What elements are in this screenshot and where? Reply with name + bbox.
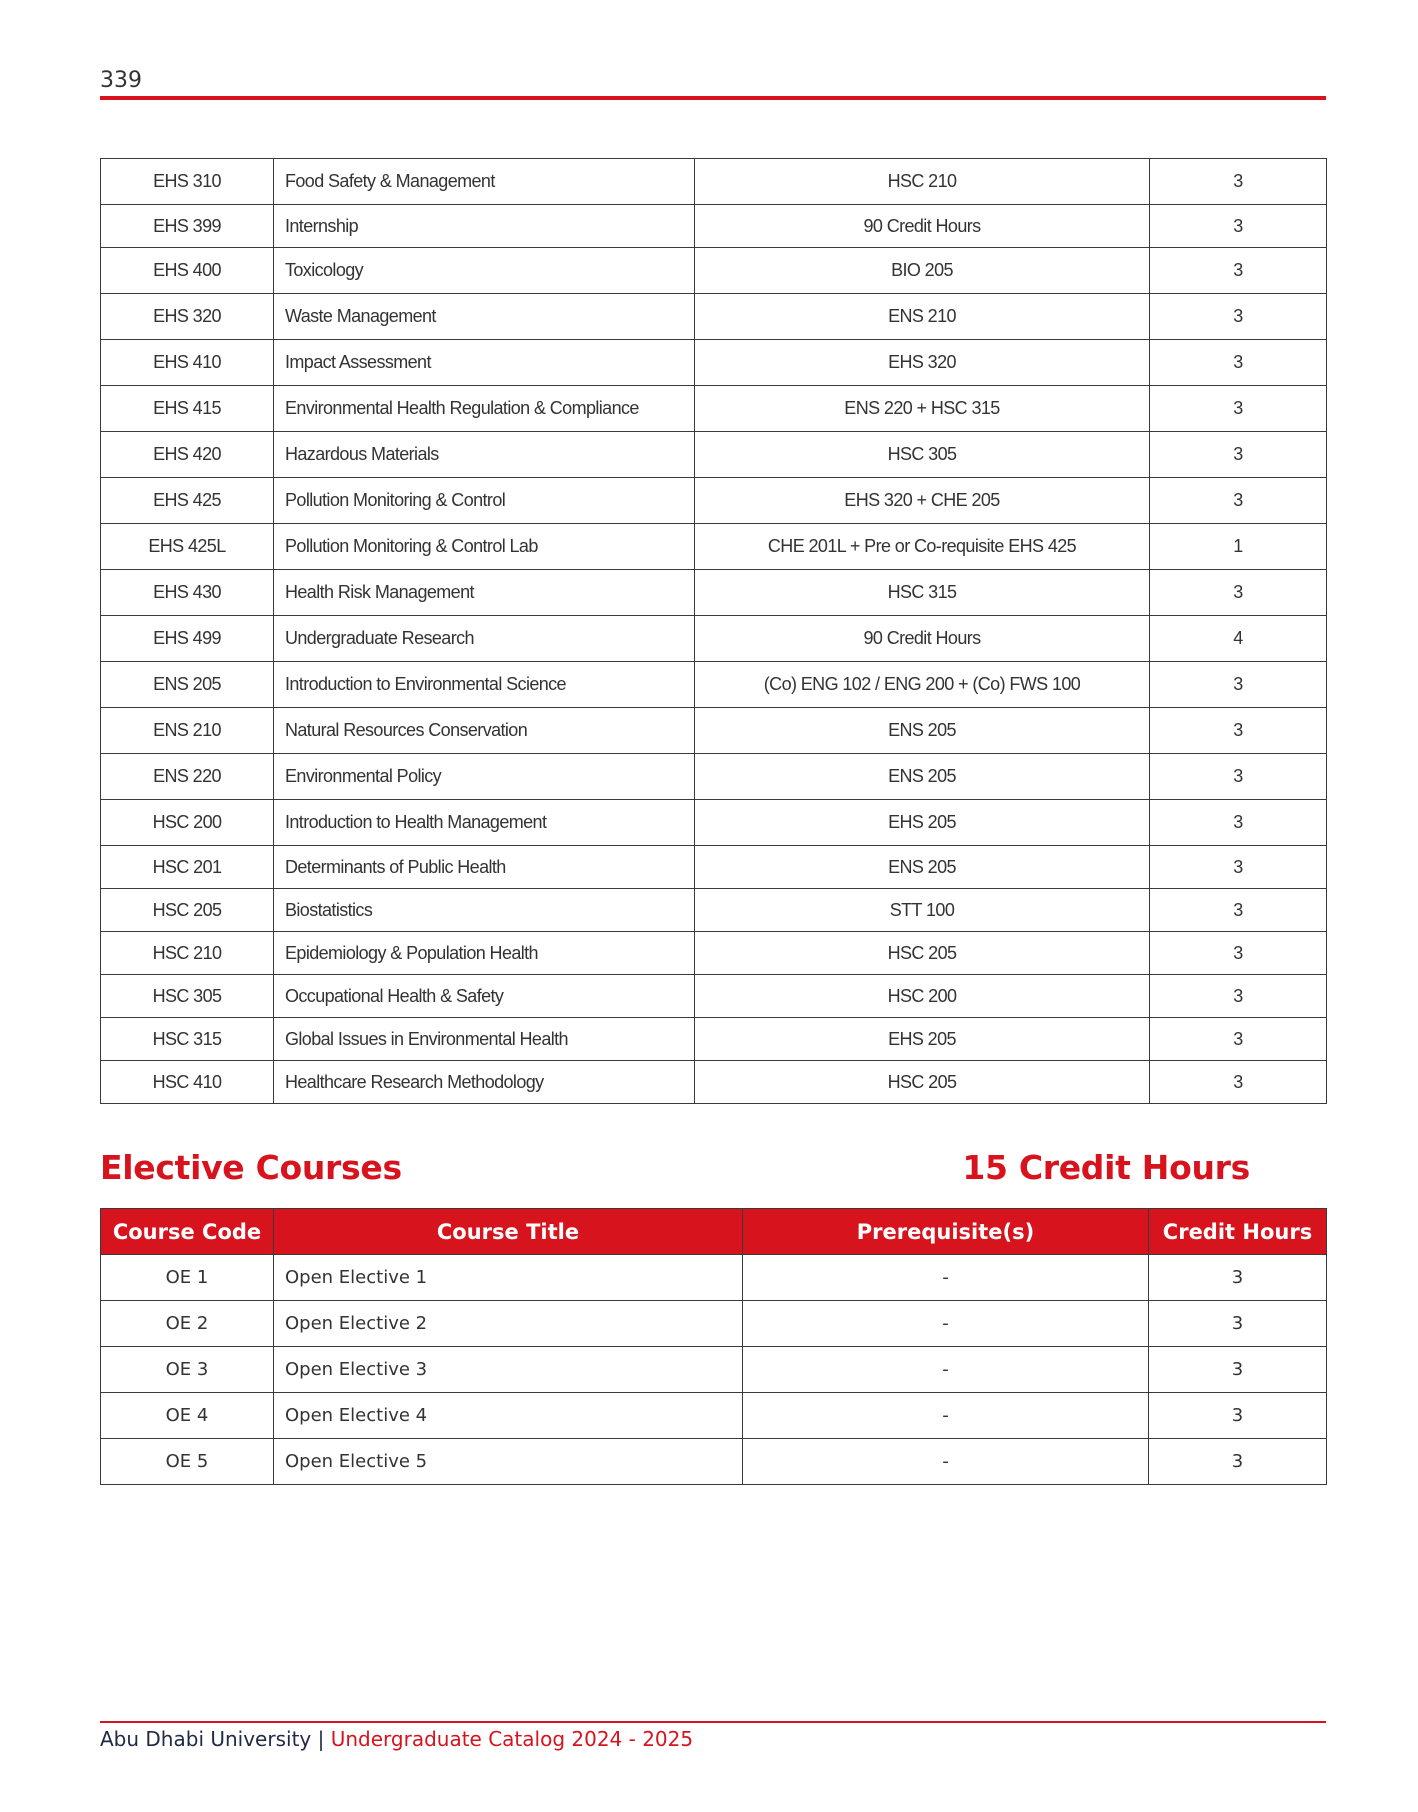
course-title: Biostatistics [274, 889, 695, 932]
course-prerequisite: ENS 205 [695, 754, 1150, 800]
footer-org: Abu Dhabi University [100, 1727, 312, 1751]
course-code: EHS 415 [101, 386, 274, 432]
course-code: HSC 200 [101, 800, 274, 846]
course-credits: 3 [1150, 754, 1327, 800]
core-courses-body [101, 159, 1327, 1104]
course-prerequisite: HSC 205 [695, 932, 1150, 975]
course-code: EHS 310 [101, 159, 274, 205]
course-title: Impact Assessment [274, 340, 695, 386]
course-title: Occupational Health & Safety [274, 975, 695, 1018]
table-row [101, 754, 1327, 800]
course-prerequisite: EHS 205 [695, 1018, 1150, 1061]
course-prerequisite: HSC 210 [695, 159, 1150, 205]
course-prerequisite: EHS 320 [695, 340, 1150, 386]
page-number: 339 [100, 68, 142, 93]
course-prerequisite: ENS 205 [695, 708, 1150, 754]
elective-credit-hours: 15 Credit Hours [962, 1148, 1250, 1187]
table-row [101, 159, 1327, 205]
course-code: OE 3 [101, 1347, 274, 1393]
elective-header-row [101, 1209, 1327, 1255]
course-credits: 3 [1150, 478, 1327, 524]
course-credits: 3 [1149, 1255, 1327, 1301]
course-prerequisite: - [743, 1301, 1149, 1347]
course-code: ENS 205 [101, 662, 274, 708]
header-divider [100, 96, 1326, 100]
table-row [101, 524, 1327, 570]
course-credits: 4 [1150, 616, 1327, 662]
header-course-title: Course Title [274, 1209, 743, 1255]
table-row [101, 1347, 1327, 1393]
course-credits: 3 [1150, 340, 1327, 386]
course-code: HSC 205 [101, 889, 274, 932]
footer [100, 1727, 693, 1751]
course-prerequisite: HSC 305 [695, 432, 1150, 478]
course-title: Hazardous Materials [274, 432, 695, 478]
course-title: Open Elective 3 [274, 1347, 743, 1393]
course-prerequisite: BIO 205 [695, 248, 1150, 294]
course-title: Pollution Monitoring & Control [274, 478, 695, 524]
table-row [101, 1439, 1327, 1485]
course-credits: 3 [1150, 205, 1327, 248]
table-row [101, 1061, 1327, 1104]
course-credits: 3 [1150, 846, 1327, 889]
course-prerequisite: EHS 205 [695, 800, 1150, 846]
course-title: Introduction to Environmental Science [274, 662, 695, 708]
course-title: Introduction to Health Management [274, 800, 695, 846]
course-title: Environmental Health Regulation & Compliance [274, 386, 695, 432]
course-code: EHS 425L [101, 524, 274, 570]
course-code: EHS 399 [101, 205, 274, 248]
footer-divider [100, 1721, 1326, 1723]
course-title: Internship [274, 205, 695, 248]
header-credit-hours: Credit Hours [1149, 1209, 1327, 1255]
table-row [101, 975, 1327, 1018]
course-code: ENS 210 [101, 708, 274, 754]
table-row [101, 248, 1327, 294]
course-credits: 3 [1150, 1018, 1327, 1061]
header-prerequisites: Prerequisite(s) [743, 1209, 1149, 1255]
course-title: Environmental Policy [274, 754, 695, 800]
course-credits: 1 [1150, 524, 1327, 570]
course-prerequisite: HSC 205 [695, 1061, 1150, 1104]
course-title: Epidemiology & Population Health [274, 932, 695, 975]
course-title: Undergraduate Research [274, 616, 695, 662]
elective-courses-table [100, 1208, 1327, 1485]
course-credits: 3 [1150, 975, 1327, 1018]
course-prerequisite: - [743, 1393, 1149, 1439]
course-title: Global Issues in Environmental Health [274, 1018, 695, 1061]
course-credits: 3 [1150, 662, 1327, 708]
course-code: OE 5 [101, 1439, 274, 1485]
course-prerequisite: ENS 220 + HSC 315 [695, 386, 1150, 432]
course-credits: 3 [1150, 294, 1327, 340]
course-prerequisite: - [743, 1347, 1149, 1393]
course-credits: 3 [1150, 570, 1327, 616]
table-row [101, 478, 1327, 524]
course-prerequisite: HSC 200 [695, 975, 1150, 1018]
elective-section-header [100, 1148, 1250, 1187]
table-row [101, 386, 1327, 432]
course-code: EHS 499 [101, 616, 274, 662]
course-credits: 3 [1150, 159, 1327, 205]
table-row [101, 846, 1327, 889]
course-prerequisite: STT 100 [695, 889, 1150, 932]
course-title: Open Elective 4 [274, 1393, 743, 1439]
course-code: EHS 420 [101, 432, 274, 478]
table-row [101, 1393, 1327, 1439]
course-code: EHS 430 [101, 570, 274, 616]
course-title: Open Elective 2 [274, 1301, 743, 1347]
course-code: HSC 305 [101, 975, 274, 1018]
course-prerequisite: EHS 320 + CHE 205 [695, 478, 1150, 524]
course-title: Toxicology [274, 248, 695, 294]
course-prerequisite: (Co) ENG 102 / ENG 200 + (Co) FWS 100 [695, 662, 1150, 708]
course-code: OE 4 [101, 1393, 274, 1439]
course-prerequisite: - [743, 1439, 1149, 1485]
table-row [101, 708, 1327, 754]
course-credits: 3 [1150, 800, 1327, 846]
course-prerequisite: 90 Credit Hours [695, 616, 1150, 662]
course-title: Waste Management [274, 294, 695, 340]
table-row [101, 205, 1327, 248]
table-row [101, 432, 1327, 478]
course-code: OE 2 [101, 1301, 274, 1347]
course-prerequisite: - [743, 1255, 1149, 1301]
course-title: Open Elective 1 [274, 1255, 743, 1301]
course-code: HSC 201 [101, 846, 274, 889]
course-code: EHS 410 [101, 340, 274, 386]
course-code: EHS 320 [101, 294, 274, 340]
course-code: HSC 410 [101, 1061, 274, 1104]
course-credits: 3 [1150, 932, 1327, 975]
table-row [101, 932, 1327, 975]
course-code: ENS 220 [101, 754, 274, 800]
table-row [101, 616, 1327, 662]
table-row [101, 662, 1327, 708]
course-code: HSC 315 [101, 1018, 274, 1061]
table-row [101, 340, 1327, 386]
course-title: Food Safety & Management [274, 159, 695, 205]
core-courses-table [100, 158, 1327, 1104]
course-prerequisite: ENS 205 [695, 846, 1150, 889]
course-title: Pollution Monitoring & Control Lab [274, 524, 695, 570]
table-row [101, 570, 1327, 616]
course-code: OE 1 [101, 1255, 274, 1301]
footer-catalog: Undergraduate Catalog 2024 - 2025 [330, 1727, 694, 1751]
course-credits: 3 [1150, 248, 1327, 294]
course-code: HSC 210 [101, 932, 274, 975]
elective-courses-body [101, 1255, 1327, 1485]
header-course-code: Course Code [101, 1209, 274, 1255]
course-credits: 3 [1150, 708, 1327, 754]
course-title: Healthcare Research Methodology [274, 1061, 695, 1104]
course-credits: 3 [1149, 1393, 1327, 1439]
table-row [101, 1301, 1327, 1347]
course-credits: 3 [1149, 1347, 1327, 1393]
course-credits: 3 [1149, 1301, 1327, 1347]
footer-separator: | [317, 1727, 325, 1751]
course-credits: 3 [1150, 386, 1327, 432]
table-row [101, 800, 1327, 846]
course-prerequisite: 90 Credit Hours [695, 205, 1150, 248]
table-row [101, 1018, 1327, 1061]
course-credits: 3 [1150, 432, 1327, 478]
elective-heading: Elective Courses [100, 1148, 402, 1187]
table-row [101, 889, 1327, 932]
course-title: Health Risk Management [274, 570, 695, 616]
course-prerequisite: CHE 201L + Pre or Co-requisite EHS 425 [695, 524, 1150, 570]
course-credits: 3 [1150, 889, 1327, 932]
course-credits: 3 [1149, 1439, 1327, 1485]
course-credits: 3 [1150, 1061, 1327, 1104]
course-prerequisite: HSC 315 [695, 570, 1150, 616]
course-title: Natural Resources Conservation [274, 708, 695, 754]
course-code: EHS 425 [101, 478, 274, 524]
course-title: Open Elective 5 [274, 1439, 743, 1485]
course-title: Determinants of Public Health [274, 846, 695, 889]
table-row [101, 294, 1327, 340]
table-row [101, 1255, 1327, 1301]
course-prerequisite: ENS 210 [695, 294, 1150, 340]
course-code: EHS 400 [101, 248, 274, 294]
